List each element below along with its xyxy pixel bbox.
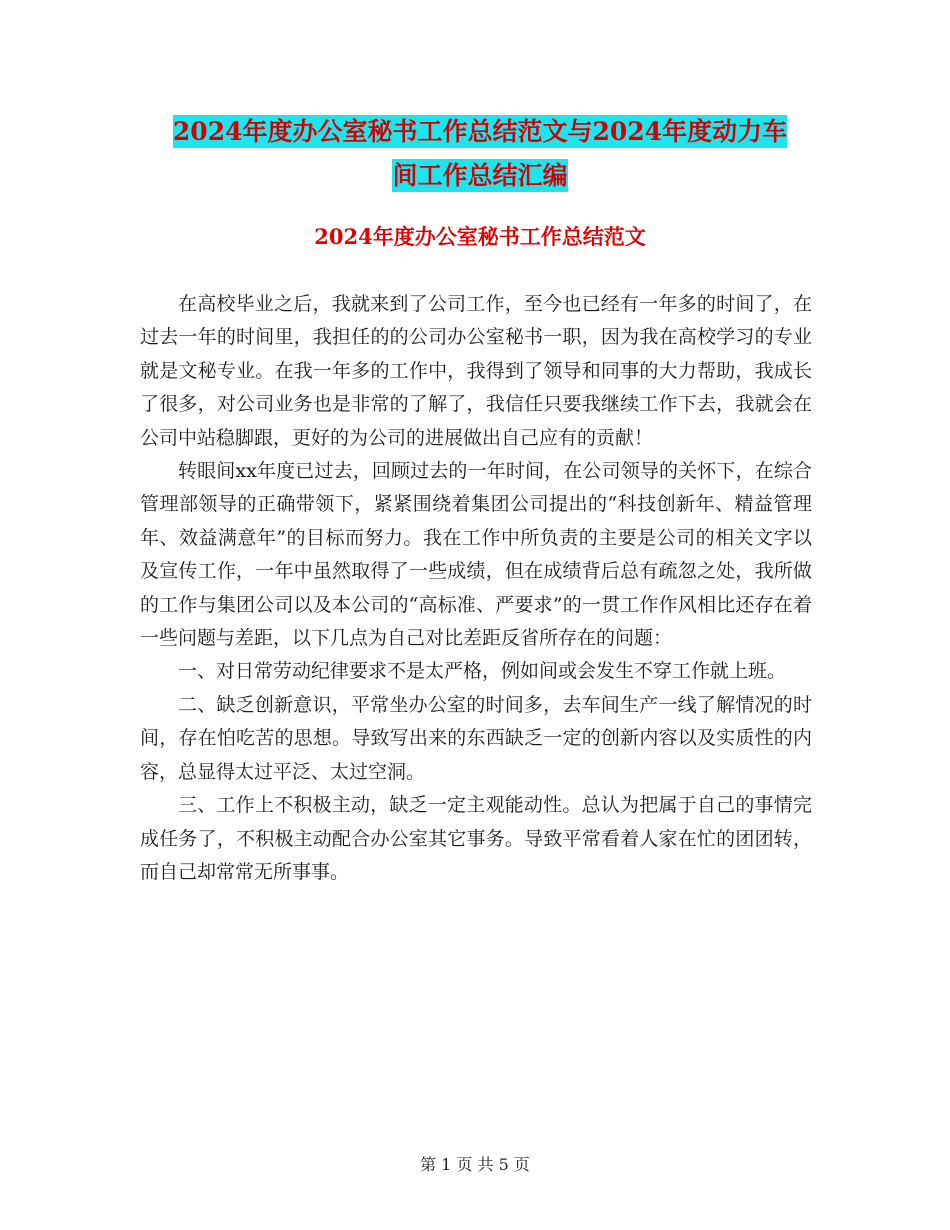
paragraph: 一、对日常劳动纪律要求不是太严格，例如间或会发生不穿工作就上班。	[178, 660, 787, 683]
document-title	[140, 110, 820, 198]
document-title-line-2: 间工作总结汇编	[392, 161, 568, 190]
paragraph: 在高校毕业之后，我就来到了公司工作，至今也已经有一年多的时间了，在过去一年的时间里，我担任的的公司办公室秘书一职，因为我在高校学习的专业就是文秘专业。在我一年多的工作中，我得到了领导和同事的大力帮助，我成长了很多，对公司业务也是非常的了解了，我信任只要我继续工作下去，我就会在公司中站稳脚跟，更好的为公司的进展做出自己应有的贡献！	[140, 293, 812, 449]
document-body	[140, 288, 812, 889]
paragraph: 二、缺乏创新意识，平常坐办公室的时间多，去车间生产一线了解情况的时间，存在怕吃苦的思想。导致写出来的东西缺乏一定的创新内容以及实质性的内容，总显得太过平泛、太过空洞。	[140, 693, 812, 783]
paragraph: 转眼间xx年度已过去，回顾过去的一年时间，在公司领导的关怀下，在综合管理部领导的正确带领下，紧紧围绕着集团公司提出的“科技创新年、精益管理年、效益满意年”的目标而努力。我在工作中所负责的主要是公司的相关文字以及宣传工作，一年中虽然取得了一些成绩，但在成绩背后总有疏忽之处，我所做的工作与集团公司以及本公司的“高标准、严要求”的一贯工作作风相比还存在着一些问题与差距，以下几点为自己对比差距反省所存在的问题：	[140, 460, 812, 650]
document-title-line-1: 2024年度办公室秘书工作总结范文与2024年度动力车	[172, 117, 788, 146]
page-footer: 第 1 页 共 5 页	[420, 1155, 530, 1174]
paragraph: 三、工作上不积极主动，缺乏一定主观能动性。总认为把属于自己的事情完成任务了，不积极主动配合办公室其它事务。导致平常看着人家在忙的团团转，而自己却常常无所事事。	[140, 794, 812, 883]
section-title: 2024年度办公室秘书工作总结范文	[314, 224, 646, 249]
